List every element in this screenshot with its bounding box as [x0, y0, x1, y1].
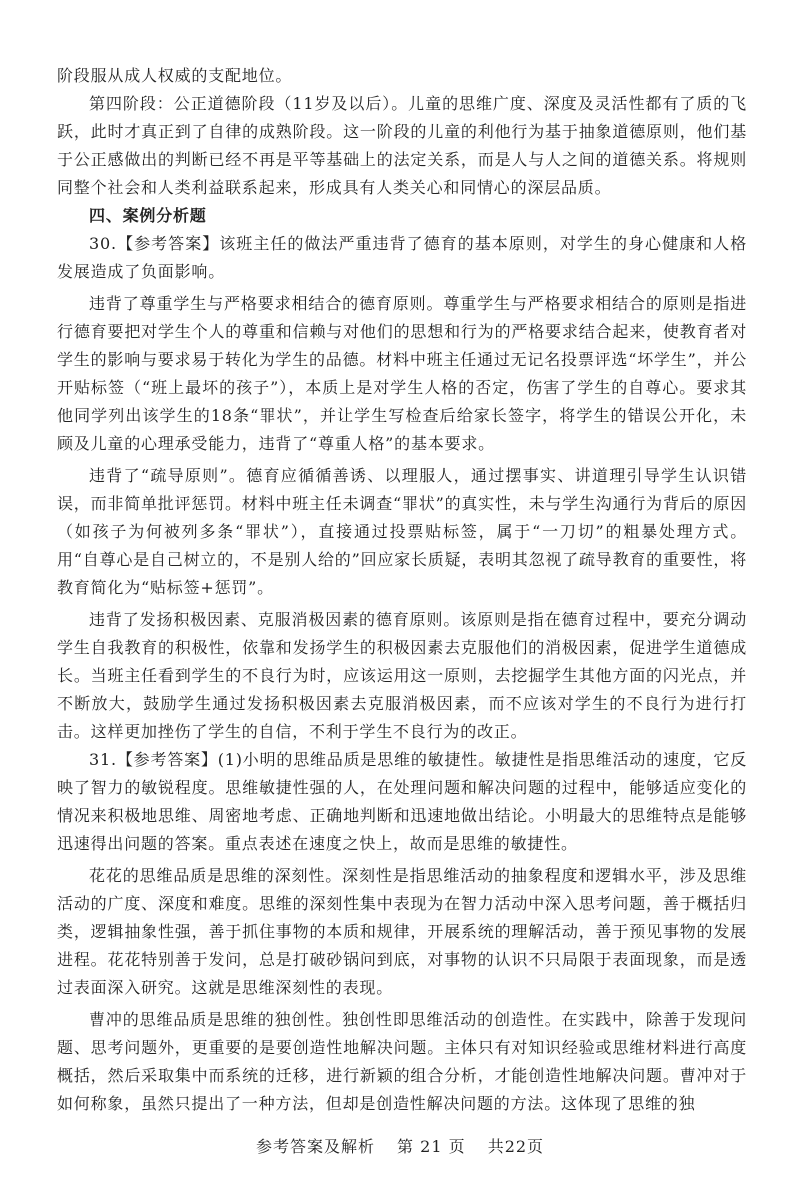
section-heading: 四、案例分析题 [89, 206, 207, 225]
paragraph: 违背了尊重学生与严格要求相结合的德育原则。尊重学生与严格要求相结合的原则是指进行德育要把对学生个人的尊重和信赖与对他们的思想和行为的严格要求结合起来，使教育者对学生的影响与要求易于转化为学生的品德。材料中班主任通过无记名投票评选“坏学生”，并公开贴标签（“班上最坏的孩子”），本质上是对学生人格的否定，伤害了学生的自尊心。要求其他同学列出该学生的18条“罪状”，并让学生写检查后给家长签字，将学生的错误公开化，未顾及儿童的心理承受能力，违背了“尊重人格”的基本要求。 [57, 294, 747, 453]
footer-page-number: 第 21 页 [397, 1137, 466, 1156]
footer-title: 参考答案及解析 [255, 1137, 375, 1156]
paragraph: 花花的思维品质是思维的深刻性。深刻性是指思维活动的抽象程度和逻辑水平，涉及思维活动的广度、深度和难度。思维的深刻性集中表现为在智力活动中深入思考问题，善于概括归类，逻辑抽象性强，善于抓住事物的本质和规律，开展系统的理解活动，善于预见事物的发展进程。花花特别善于发问，总是打破砂锅问到底，对事物的认识不只局限于表面现象，而是透过表面深入研究。这就是思维深刻性的表现。 [57, 866, 747, 997]
paragraph: 31.【参考答案】(1)小明的思维品质是思维的敏捷性。敏捷性是指思维活动的速度，它反映了智力的敏锐程度。思维敏捷性强的人，在处理问题和解决问题的过程中，能够适应变化的情况来积极地思维、周密地考虑、正确地判断和迅速地做出结论。小明最大的思维特点是能够迅速得出问题的答案。重点表述在速度之快上，故而是思维的敏捷性。 [57, 750, 747, 853]
paragraph: 阶段服从成人权威的支配地位。 [57, 66, 293, 85]
paragraph: 曹冲的思维品质是思维的独创性。独创性即思维活动的创造性。在实践中，除善于发现问题、思考问题外，更重要的是要创造性地解决问题。主体只有对知识经验或思维材料进行高度概括，然后采取集中而系统的迁移，进行新颖的组合分析，才能创造性地解决问题。曹冲对于如何称象，虽然只提出了一种方法，但却是创造性解决问题的方法。这体现了思维的独 [57, 1010, 747, 1113]
paragraph: 第四阶段：公正道德阶段（11岁及以后）。儿童的思维广度、深度及灵活性都有了质的飞跃，此时才真正到了自律的成熟阶段。这一阶段的儿童的利他行为基于抽象道德原则，他们基于公正感做出的判断已经不再是平等基础上的法定关系，而是人与人之间的道德关系。将规则同整个社会和人类利益联系起来，形成具有人类关心和同情心的深层品质。 [57, 94, 747, 197]
paragraph: 违背了发扬积极因素、克服消极因素的德育原则。该原则是指在德育过程中，要充分调动学生自我教育的积极性，依靠和发扬学生的积极因素去克服他们的消极因素，促进学生道德成长。当班主任看到学生的不良行为时，应该运用这一原则，去挖掘学生其他方面的闪光点，并不断放大，鼓励学生通过发扬积极因素去克服消极因素，而不应该对学生的不良行为进行打击。这样更加挫伤了学生的自信，不利于学生不良行为的改正。 [57, 610, 747, 741]
paragraph: 30.【参考答案】该班主任的做法严重违背了德育的基本原则，对学生的身心健康和人格发展造成了负面影响。 [57, 234, 747, 281]
body-text [57, 62, 747, 1118]
page-footer [0, 1134, 800, 1157]
paragraph: 违背了“疏导原则”。德育应循循善诱、以理服人，通过摆事实、讲道理引导学生认识错误，而非简单批评惩罚。材料中班主任未调查“罪状”的真实性，未与学生沟通行为背后的原因（如孩子为何被列多条“罪状”），直接通过投票贴标签，属于“一刀切”的粗暴处理方式。用“自尊心是自己树立的，不是别人给的”回应家长质疑，表明其忽视了疏导教育的重要性，将教育简化为“贴标签+惩罚”。 [57, 466, 747, 597]
footer-total-pages: 共22页 [487, 1137, 545, 1156]
